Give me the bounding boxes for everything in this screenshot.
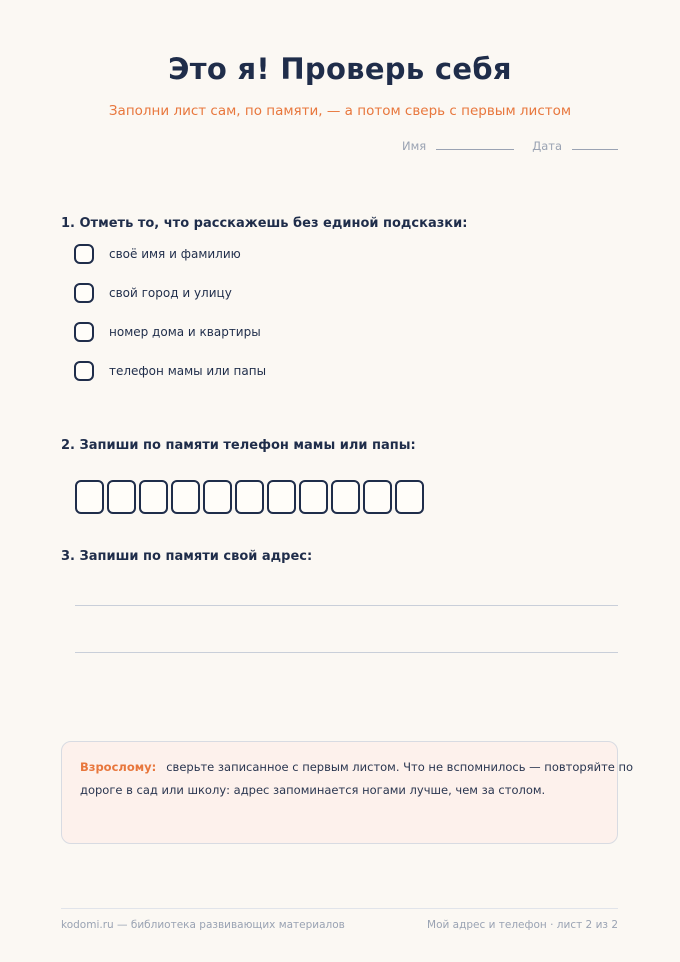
parent-note-body: сверьте записанное с первым листом. Что не вспомнилось — повторяйте по дороге в сад или школу: адрес запоминается ногами лучше, чем за столом. — [80, 760, 634, 797]
phone-digit-box[interactable] — [139, 480, 168, 514]
checklist-item-label: телефон мамы или папы — [109, 364, 267, 378]
checklist-item — [74, 244, 241, 264]
date-field[interactable] — [572, 148, 618, 150]
phone-digit-box[interactable] — [363, 480, 392, 514]
phone-digit-box[interactable] — [107, 480, 136, 514]
name-field[interactable] — [436, 148, 514, 150]
checklist-item — [74, 322, 261, 342]
checklist-item-label: свой город и улицу — [109, 286, 232, 300]
checkbox[interactable] — [74, 283, 94, 303]
phone-digit-box[interactable] — [299, 480, 328, 514]
checklist-item-label: номер дома и квартиры — [109, 325, 261, 339]
address-line[interactable] — [75, 652, 618, 653]
footer-site: kodomi.ru — библиотека развивающих материалов — [61, 919, 345, 931]
page-subtitle: Заполни лист сам, по памяти, — а потом сверь с первым листом — [108, 103, 572, 119]
page-title: Это я! Проверь себя — [168, 52, 512, 86]
checklist-item — [74, 283, 232, 303]
question-2: 2. Запиши по памяти телефон мамы или папы: — [61, 438, 416, 453]
phone-digit-box[interactable] — [235, 480, 264, 514]
phone-digit-box[interactable] — [171, 480, 200, 514]
phone-digit-box[interactable] — [267, 480, 296, 514]
footer-page-info: Мой адрес и телефон · лист 2 из 2 — [427, 919, 618, 931]
parent-note-text — [80, 756, 670, 802]
checkbox[interactable] — [74, 361, 94, 381]
name-date-fields — [402, 139, 618, 153]
date-label: Дата — [532, 139, 562, 153]
footer-divider — [61, 908, 618, 909]
phone-digit-box[interactable] — [395, 480, 424, 514]
parent-note-label: Взрослому: — [80, 760, 157, 774]
phone-digit-boxes — [75, 480, 424, 514]
question-3: 3. Запиши по памяти свой адрес: — [61, 549, 313, 564]
checklist-item — [74, 361, 266, 381]
parent-note — [61, 741, 634, 844]
phone-digit-box[interactable] — [203, 480, 232, 514]
address-line[interactable] — [75, 605, 618, 606]
phone-digit-box[interactable] — [75, 480, 104, 514]
question-1: 1. Отметь то, что расскажешь без единой подсказки: — [61, 216, 468, 231]
name-label: Имя — [402, 139, 427, 153]
checkbox[interactable] — [74, 322, 94, 342]
checklist-item-label: своё имя и фамилию — [109, 247, 241, 261]
checkbox[interactable] — [74, 244, 94, 264]
phone-digit-box[interactable] — [331, 480, 360, 514]
